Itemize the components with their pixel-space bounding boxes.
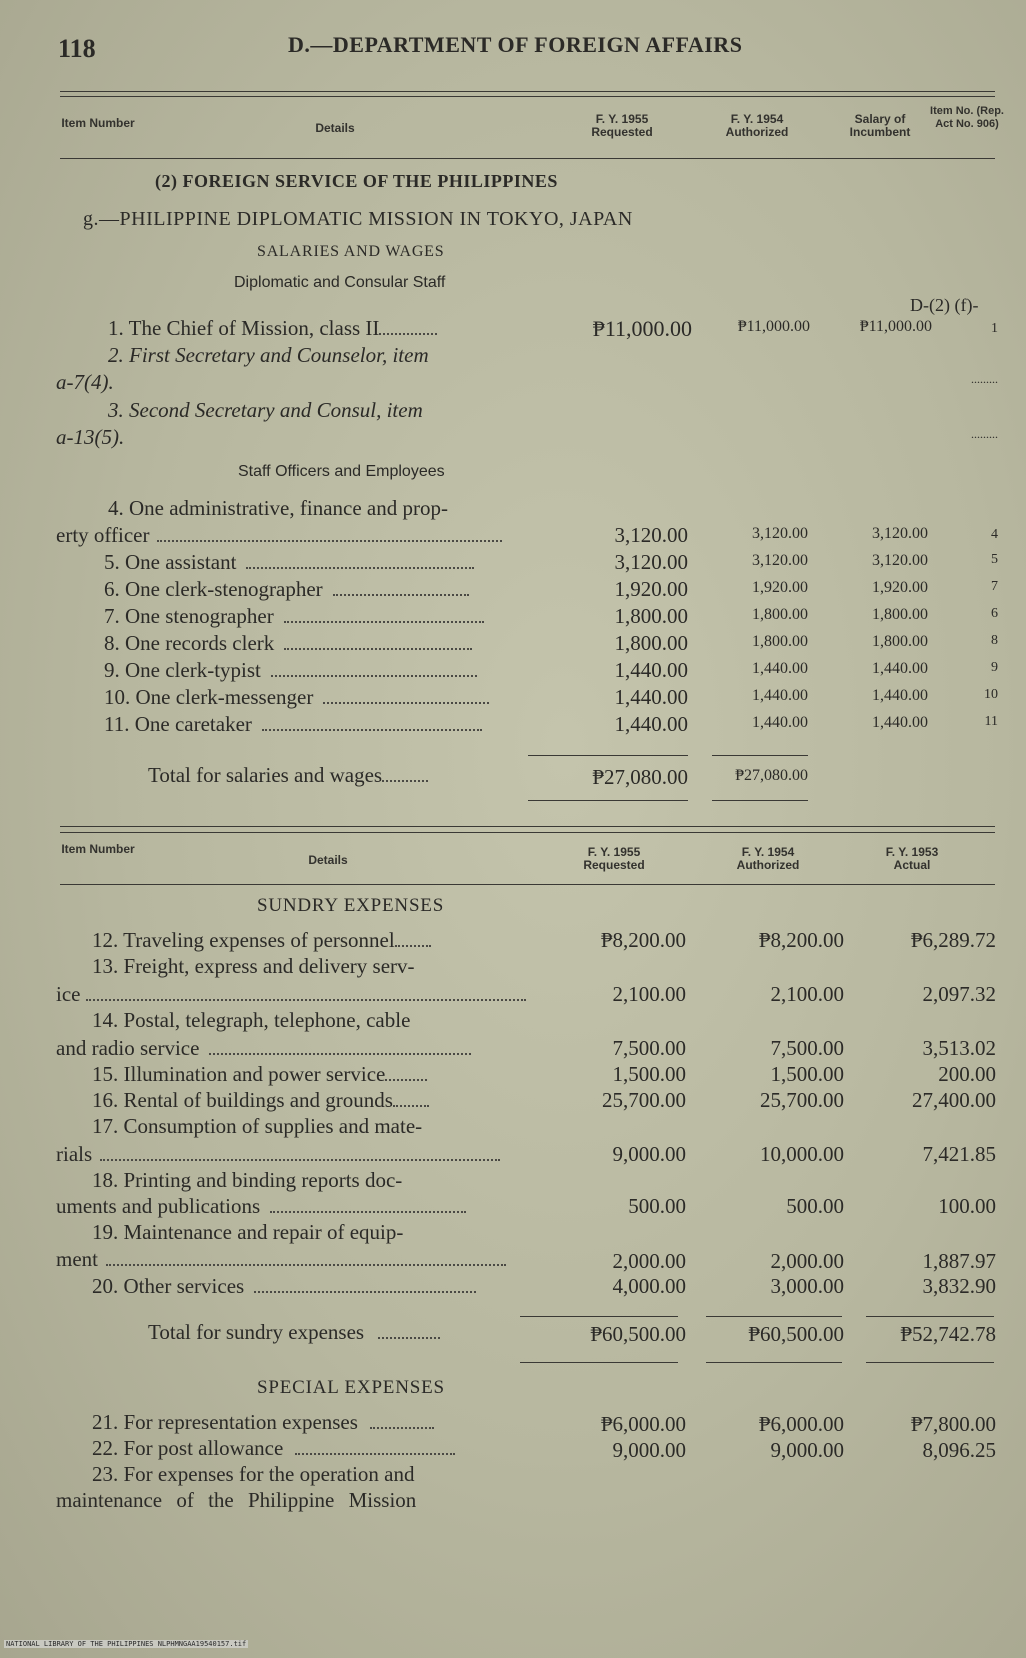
mission-title: g.—PHILIPPINE DIPLOMATIC MISSION IN TOKYO, JAPAN: [83, 208, 633, 230]
value-cell: 3,120.00: [614, 550, 688, 574]
value-cell: 3,000.00: [770, 1274, 844, 1298]
value-cell: 1,800.00: [872, 606, 928, 623]
special-title: SPECIAL EXPENSES: [257, 1377, 445, 1398]
item-no-cell: 9: [991, 660, 998, 675]
value-cell: 2,097.32: [922, 982, 996, 1006]
item-no-cell: .........: [971, 372, 998, 386]
value-cell: 1,440.00: [614, 658, 688, 682]
value-cell: ₱6,000.00: [758, 1412, 844, 1436]
list-item-cont: uments and publications: [56, 1194, 466, 1219]
item-no-cell: 6: [991, 606, 998, 621]
total-rule: [866, 1362, 994, 1363]
value-cell: ₱8,200.00: [758, 928, 844, 952]
value-cell: 25,700.00: [760, 1088, 844, 1112]
item-no-cell: 1: [991, 321, 998, 336]
header-rule-bottom: [60, 884, 995, 885]
value-cell: 1,920.00: [872, 579, 928, 596]
value-cell: ₱6,000.00: [600, 1412, 686, 1436]
list-item-cont: a-7(4).: [56, 370, 114, 394]
total-rule: [706, 1362, 842, 1363]
value-cell: ₱7,800.00: [910, 1412, 996, 1436]
value-cell: 1,500.00: [612, 1062, 686, 1086]
list-item: 18. Printing and binding reports doc-: [92, 1168, 403, 1192]
list-item-cont: ice: [56, 982, 526, 1007]
value-cell: ₱11,000.00: [737, 318, 810, 335]
total-salaries-req: ₱27,080.00: [592, 765, 688, 789]
value-cell: 3,120.00: [614, 523, 688, 547]
header-rule-top: [60, 826, 995, 827]
col-header-item-number: Item Number: [61, 842, 135, 856]
value-cell: 1,440.00: [614, 712, 688, 736]
total-salaries-auth: ₱27,080.00: [735, 767, 808, 784]
item-no-cell: 10: [984, 687, 998, 702]
item-no-cell: 8: [991, 633, 998, 648]
value-cell: 4,000.00: [612, 1274, 686, 1298]
value-cell: 8,096.25: [922, 1438, 996, 1462]
list-item: 5. One assistant: [104, 550, 474, 575]
value-cell: 3,832.90: [922, 1274, 996, 1298]
col-header-fy1953-actual: F. Y. 1953 Actual: [885, 845, 939, 872]
col-header-item-number: Item Number: [61, 116, 135, 130]
value-cell: 9,000.00: [612, 1142, 686, 1166]
scan-footer: NATIONAL LIBRARY OF THE PHILIPPINES NLPHMNGAA19540157.tif: [6, 1640, 247, 1648]
value-cell: 1,800.00: [752, 606, 808, 623]
list-item: 19. Maintenance and repair of equip-: [92, 1220, 404, 1244]
list-item-cont: maintenance of the Philippine Mission: [56, 1488, 417, 1512]
value-cell: 1,800.00: [752, 633, 808, 650]
col-header-salary-incumbent: Salary of Incumbent: [849, 112, 911, 139]
value-cell: 2,000.00: [770, 1249, 844, 1273]
value-cell: 1,920.00: [752, 579, 808, 596]
value-cell: 500.00: [786, 1194, 844, 1218]
col-header-details: Details: [308, 853, 348, 867]
value-cell: 1,440.00: [872, 687, 928, 704]
list-item: 15. Illumination and power service: [92, 1062, 427, 1087]
value-cell: 9,000.00: [770, 1438, 844, 1462]
value-cell: 10,000.00: [760, 1142, 844, 1166]
list-item-cont: rials: [56, 1142, 500, 1167]
list-item: 11. One caretaker: [104, 712, 482, 737]
list-item: 6. One clerk-stenographer: [104, 577, 469, 602]
value-cell: 9,000.00: [612, 1438, 686, 1462]
header-rule-bottom: [60, 158, 995, 159]
total-rule: [528, 800, 688, 801]
total-rule: [866, 1316, 994, 1317]
list-item: 1. The Chief of Mission, class II: [108, 316, 437, 341]
value-cell: 2,100.00: [770, 982, 844, 1006]
value-cell: 27,400.00: [912, 1088, 996, 1112]
diplomatic-staff-title: Diplomatic and Consular Staff: [234, 274, 446, 291]
item-no-cell: 4: [991, 527, 998, 542]
value-cell: 1,800.00: [614, 631, 688, 655]
list-item: 9. One clerk-typist: [104, 658, 477, 683]
total-salaries-label: Total for salaries and wages: [148, 763, 428, 788]
value-cell: 1,440.00: [872, 660, 928, 677]
list-item: 8. One records clerk: [104, 631, 472, 656]
col-header-fy1955-requested: F. Y. 1955 Requested: [583, 845, 645, 872]
item-no-cell: 11: [984, 714, 998, 729]
total-rule: [706, 1316, 842, 1317]
list-item-cont: erty officer: [56, 523, 502, 548]
list-item: 14. Postal, telegraph, telephone, cable: [92, 1008, 411, 1032]
value-cell: 1,800.00: [614, 604, 688, 628]
item-no-cell: 5: [991, 552, 998, 567]
page-title: D.—DEPARTMENT OF FOREIGN AFFAIRS: [288, 32, 743, 57]
value-cell: 2,100.00: [612, 982, 686, 1006]
item-no-cell: 7: [991, 579, 998, 594]
total-sundry-act: ₱52,742.78: [900, 1322, 996, 1346]
value-cell: ₱11,000.00: [859, 318, 932, 335]
value-cell: 100.00: [938, 1194, 996, 1218]
value-cell: 500.00: [628, 1194, 686, 1218]
list-item-cont: ment: [56, 1247, 506, 1272]
list-item: 23. For expenses for the operation and: [92, 1462, 415, 1486]
value-cell: 3,513.02: [922, 1036, 996, 1060]
col-header-details: Details: [315, 121, 355, 135]
value-cell: 3,120.00: [752, 525, 808, 542]
total-rule: [528, 755, 688, 756]
value-cell: 1,800.00: [872, 633, 928, 650]
col-header-fy1954-authorized: F. Y. 1954 Authorized: [725, 112, 789, 139]
list-item: 2. First Secretary and Counselor, item: [108, 343, 429, 367]
list-item: 13. Freight, express and delivery serv-: [92, 954, 415, 978]
staff-officers-title: Staff Officers and Employees: [238, 463, 445, 480]
value-cell: 2,000.00: [612, 1249, 686, 1273]
col-header-fy1954-authorized: F. Y. 1954 Authorized: [736, 845, 800, 872]
value-cell: 1,887.97: [922, 1249, 996, 1273]
list-item: 16. Rental of buildings and grounds: [92, 1088, 429, 1113]
value-cell: 7,500.00: [770, 1036, 844, 1060]
value-cell: ₱6,289.72: [910, 928, 996, 952]
value-cell: 7,421.85: [922, 1142, 996, 1166]
value-cell: 1,440.00: [752, 687, 808, 704]
value-cell: 3,120.00: [752, 552, 808, 569]
header-rule-top2: [60, 96, 995, 97]
value-cell: 1,500.00: [770, 1062, 844, 1086]
page-number: 118: [58, 34, 96, 63]
total-rule: [712, 800, 808, 801]
list-item: 7. One stenographer: [104, 604, 484, 629]
total-rule: [520, 1316, 678, 1317]
value-cell: 7,500.00: [612, 1036, 686, 1060]
total-sundry-req: ₱60,500.00: [590, 1322, 686, 1346]
value-cell: 3,120.00: [872, 552, 928, 569]
total-rule: [712, 755, 808, 756]
list-item: 4. One administrative, finance and prop-: [108, 496, 448, 520]
header-rule-top: [60, 91, 995, 92]
item-no-cell: .........: [971, 427, 998, 441]
list-item: 17. Consumption of supplies and mate-: [92, 1114, 423, 1138]
salaries-subtitle: SALARIES AND WAGES: [257, 243, 445, 260]
value-cell: 1,920.00: [614, 577, 688, 601]
list-item: 3. Second Secretary and Consul, item: [108, 398, 423, 422]
total-rule: [520, 1362, 678, 1363]
value-cell: 25,700.00: [602, 1088, 686, 1112]
col-header-fy1955-requested: F. Y. 1955 Requested: [591, 112, 653, 139]
value-cell: 1,440.00: [872, 714, 928, 731]
value-cell: ₱8,200.00: [600, 928, 686, 952]
list-item: 12. Traveling expenses of personnel: [92, 928, 431, 953]
section-title: (2) FOREIGN SERVICE OF THE PHILIPPINES: [155, 171, 558, 191]
list-item: 10. One clerk-messenger: [104, 685, 489, 710]
total-sundry-label: Total for sundry expenses: [148, 1320, 440, 1345]
sundry-title: SUNDRY EXPENSES: [257, 895, 445, 916]
value-cell: 3,120.00: [872, 525, 928, 542]
header-rule-top2: [60, 832, 995, 833]
value-cell: 1,440.00: [614, 685, 688, 709]
value-cell: ₱11,000.00: [592, 316, 692, 341]
list-item: 22. For post allowance: [92, 1436, 455, 1461]
total-sundry-auth: ₱60,500.00: [748, 1322, 844, 1346]
value-cell: 1,440.00: [752, 714, 808, 731]
value-cell: 200.00: [938, 1062, 996, 1086]
list-item-cont: a-13(5).: [56, 425, 125, 449]
item-code: D-(2) (f)-: [910, 295, 979, 315]
value-cell: 1,440.00: [752, 660, 808, 677]
col-header-item-no: Item No. (Rep. Act No. 906): [930, 105, 1004, 130]
list-item-cont: and radio service: [56, 1036, 471, 1061]
list-item: 21. For representation expenses: [92, 1410, 434, 1435]
list-item: 20. Other services: [92, 1274, 476, 1299]
